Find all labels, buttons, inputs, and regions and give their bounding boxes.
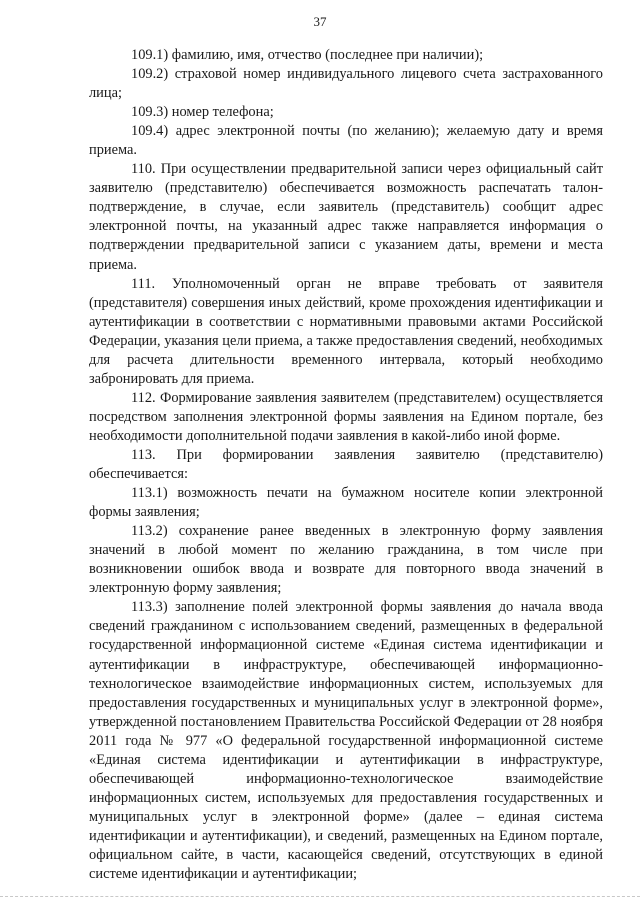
- clause-113-1: 113.1) возможность печати на бумажном носителе копии электронной формы заявления;: [89, 485, 603, 521]
- clause-109-4: 109.4) адрес электронной почты (по желанию); желаемую дату и время приема.: [89, 123, 603, 159]
- clause-109-3: 109.3) номер телефона;: [131, 104, 274, 121]
- clause-113-2: 113.2) сохранение ранее введенных в электронную форму заявления значений в любой момент по желанию гражданина, в том числе при возникновении ошибок ввода и возврате для повторного ввода значений в электронную форму заявления;: [89, 523, 603, 597]
- document-body: [89, 46, 603, 884]
- page-bottom-divider: [0, 896, 640, 897]
- page-number: 37: [313, 14, 327, 29]
- clause-113-3: 113.3) заполнение полей электронной формы заявления до начала ввода сведений гражданином с использованием сведений, размещенных в федеральной государственной информационной системе «Единая система идентификации и аутентификации в инфраструктуре, обеспечивающей информационно- технологическое взаимодействие информационных систем, используемых для предоставления государственных и муниципальных услуг в электронной форме», утвержденной постановлением Правительства Российской Федерации от 28 ноября 2011 года № 977 «О федеральной государственной информационной системе «Единая система идентификации и аутентификации в инфраструктуре, обеспечивающей информационно-технологическое взаимодействие информационных систем, используемых для предоставления государственных и муниципальных услуг в электронной форме» (далее – единая система идентификации и аутентификации), и сведений, размещенных на Едином портале, официальном сайте, в части, касающейся сведений, отсутствующих в единой системе идентификации и аутентификации;: [89, 599, 603, 883]
- clause-109-2: 109.2) страховой номер индивидуального лицевого счета застрахованного лица;: [89, 66, 603, 102]
- clause-112: 112. Формирование заявления заявителем (представителем) осуществляется посредством заполнения электронной формы заявления на Едином портале, без необходимости дополнительной подачи заявления в какой-либо иной форме.: [89, 389, 603, 444]
- clause-110: 110. При осуществлении предварительной записи через официальный сайт заявителю (представителю) обеспечивается возможность распечатать талон-подтверждение, в случае, если заявитель (представитель) сообщит адрес электронной почты, на указанный адрес также направляется информация о подтверждении предварительной записи с указанием даты, времени и места приема.: [89, 161, 603, 273]
- clause-109-1: 109.1) фамилию, имя, отчество (последнее при наличии);: [131, 47, 484, 63]
- clause-113: 113. При формировании заявления заявителю (представителю) обеспечивается:: [89, 446, 603, 483]
- clause-111: 111. Уполномоченный орган не вправе требовать от заявителя (представителя) совершения иных действий, кроме прохождения идентификации и аутентификации в соответствии с нормативными правовыми актами Российской Федерации, указания цели приема, а также предоставления сведений, необходимых для расчета длительности временного интервала, который необходимо забронировать для приема.: [89, 275, 603, 387]
